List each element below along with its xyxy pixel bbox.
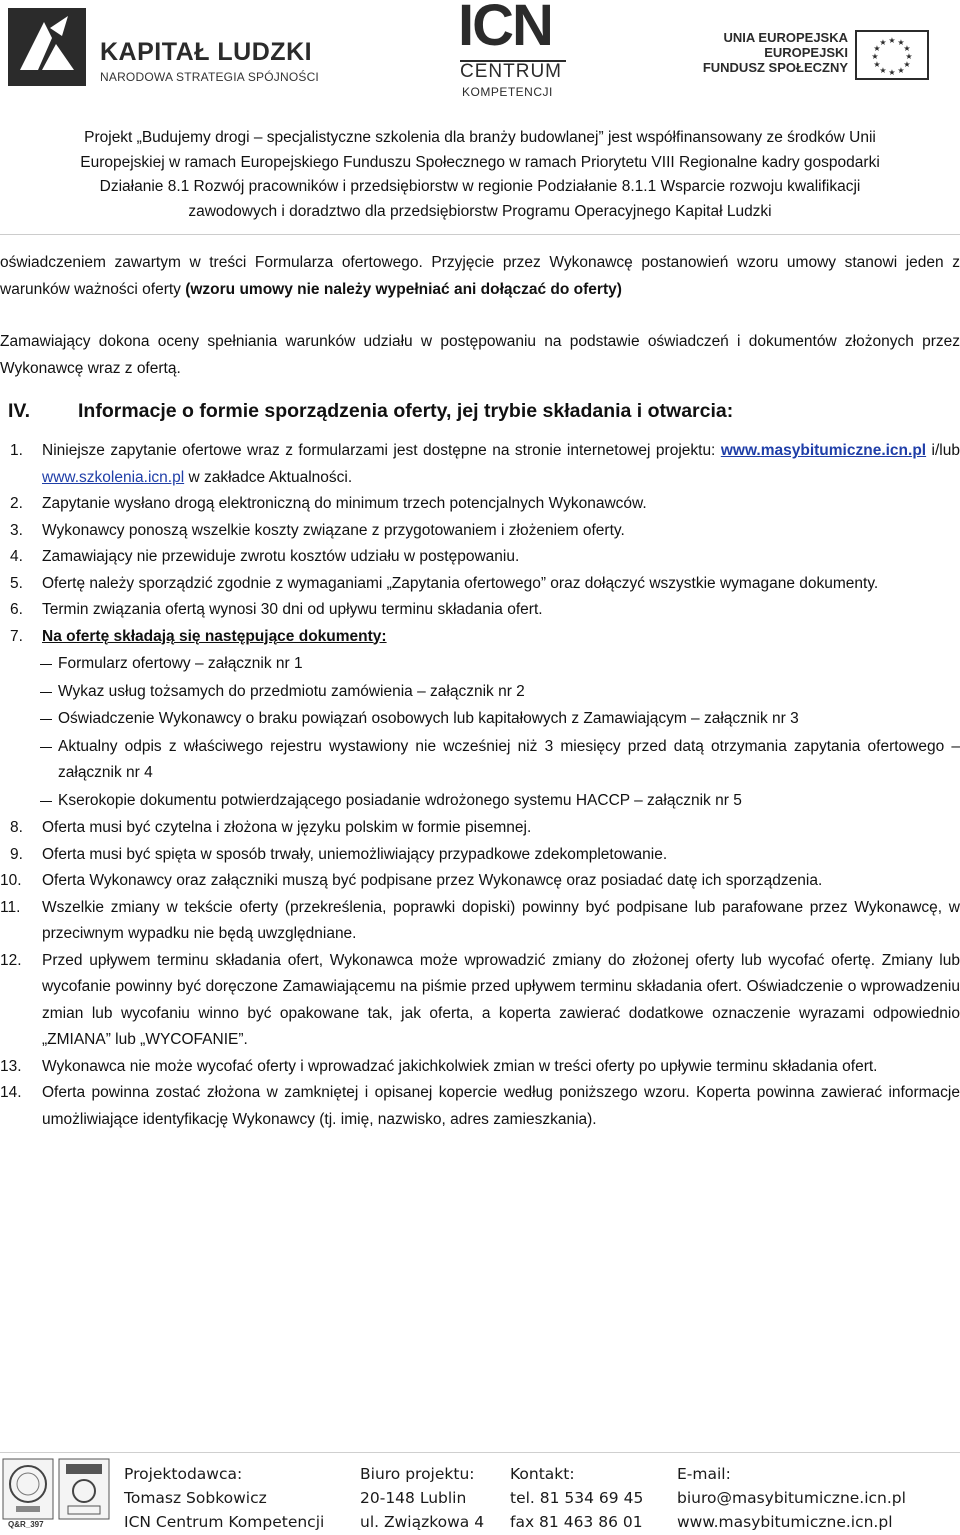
- svg-text:★: ★: [897, 38, 905, 47]
- list-item-number: 6.: [10, 601, 23, 618]
- quality-certificate-badge-icon: [2, 1458, 54, 1524]
- header-divider: [0, 234, 960, 235]
- list-item-7: [0, 624, 960, 815]
- footer-line: ul. Związkowa 4: [360, 1513, 485, 1531]
- document-item-3: Oświadczenie Wykonawcy o braku powiązań osobowych lub kapitałowych z Zamawiającym – załącznik nr 3: [0, 706, 960, 733]
- list-item-12-text: Przed upływem terminu składania ofert, Wykonawca może wprowadzić zmiany do złożonej oferty lub wycofać ofertę. Zmiany lub wycofanie powinny być doręczone Zamawiającemu na piśmie przed upływem terminu składania ofert. Oświadczenie o wprowadzeniu zmian lub wycofaniu winno być opakowane tak, jak oferta, a koperta zawierać dodatkowe oznaczenie wyrazami odpowiednio „ZMIANA” lub „WYCOFANIE”.: [42, 951, 960, 1048]
- iso-certificate-badge-icon: [58, 1458, 110, 1524]
- kapital-ludzki-subtitle: NARODOWA STRATEGIA SPÓJNOŚCI: [100, 70, 319, 84]
- eu-line-3: FUNDUSZ SPOŁECZNY: [702, 60, 848, 75]
- section-heading: [0, 398, 960, 428]
- document-item-4: Aktualny odpis z właściwego rejestru wystawiony nie wcześniej niż 3 miesięcy przed datą otrzymania zapytania ofertowego – załącznik nr 4: [0, 734, 960, 787]
- footer-email-address[interactable]: biuro@masybitumiczne.icn.pl: [677, 1489, 906, 1507]
- eu-flag-icon: [855, 30, 929, 80]
- list-item-4: [0, 544, 960, 571]
- footer-heading: Kontakt:: [510, 1465, 575, 1483]
- icn-logo-letters: ICN: [458, 0, 552, 58]
- footer-contact: [510, 1462, 643, 1534]
- project-line-1: Projekt „Budujemy drogi – specjalistyczne szkolenia dla branży budowlanej” jest współfinansowany ze środków Unii: [84, 129, 876, 146]
- list-item-number: 1.: [10, 442, 23, 459]
- list-item-4-text: Zamawiający nie przewiduje zwrotu kosztów udziału w postępowaniu.: [42, 548, 520, 565]
- list-item-number: 8.: [10, 819, 23, 836]
- document-item-2: Wykaz usług tożsamych do przedmiotu zamówienia – załącznik nr 2: [0, 679, 960, 706]
- page-footer: [0, 1456, 960, 1535]
- svg-text:★: ★: [873, 60, 881, 69]
- list-item-number: 14.: [0, 1084, 22, 1101]
- project-statement: [0, 126, 960, 224]
- training-website-link[interactable]: www.szkolenia.icn.pl: [42, 468, 185, 486]
- document-item-5: Kserokopie dokumentu potwierdzającego posiadanie wdrożonego systemu HACCP – załącznik nr 5: [0, 788, 960, 815]
- list-item-9-text: Oferta musi być spięta w sposób trwały, uniemożliwiający przypadkowe zdekompletowanie.: [42, 845, 668, 863]
- section-title: Informacje o formie sporządzenia oferty, jej trybie składania i otwarcia:: [78, 400, 734, 422]
- project-line-2: Europejskiej w ramach Europejskiego Funduszu Społecznego w ramach Priorytetu VIII Regionalne kadry gospodarki: [80, 153, 880, 171]
- list-item-number: 2.: [10, 495, 23, 512]
- list-item-2-text: Zapytanie wysłano drogą elektroniczną do minimum trzech potencjalnych Wykonawców.: [42, 495, 647, 512]
- footer-line: Tomasz Sobkowicz: [124, 1489, 267, 1507]
- footer-heading: E-mail:: [677, 1465, 731, 1483]
- intro-paragraph-2: Zamawiający dokona oceny spełniania warunków udziału w postępowaniu na podstawie oświadczeń i dokumentów złożonych przez Wykonawcę wraz z ofertą.: [0, 333, 960, 377]
- list-item-11-text: Wszelkie zmiany w tekście oferty (przekreślenia, poprawki dopiski) powinny być podpisane lub parafowane przez Wykonawcę, w przeciwnym wypadku nie będą uwzględniane.: [42, 898, 960, 942]
- svg-text:★: ★: [873, 44, 881, 53]
- list-item-1: [0, 438, 960, 491]
- eu-line-2: EUROPEJSKI: [764, 45, 848, 60]
- list-item-13: [0, 1054, 960, 1081]
- intro-paragraph-1-bold: (wzoru umowy nie należy wypełniać ani dołączać do oferty): [185, 280, 622, 298]
- footer-project-owner: [124, 1462, 324, 1534]
- footer-website[interactable]: www.masybitumiczne.icn.pl: [677, 1513, 893, 1531]
- footer-line: 20-148 Lublin: [360, 1489, 467, 1507]
- list-item-1-end: w zakładce Aktualności.: [184, 468, 353, 486]
- svg-text:★: ★: [905, 52, 913, 61]
- footer-heading: Biuro projektu:: [360, 1465, 475, 1483]
- svg-text:★: ★: [897, 66, 905, 75]
- footer-heading: Projektodawca:: [124, 1465, 243, 1483]
- list-item-10-text: Oferta Wykonawcy oraz załączniki muszą być podpisane przez Wykonawcę oraz posiadać datę ich sporządzenia.: [42, 872, 823, 889]
- footer-line: ICN Centrum Kompetencji: [124, 1513, 325, 1531]
- project-line-4: zawodowych i doradztwo dla przedsiębiorstw Programu Operacyjnego Kapitał Ludzki: [188, 202, 772, 220]
- list-item-6-text: Termin związania ofertą wynosi 30 dni od upływu terminu składania ofert.: [42, 601, 543, 618]
- documents-sublist: [0, 651, 960, 814]
- kapital-ludzki-logo: [8, 8, 328, 88]
- svg-text:★: ★: [871, 52, 879, 61]
- list-item-5-text: Ofertę należy sporządzić zgodnie z wymaganiami „Zapytania ofertowego” oraz dołączyć wszystkie wymagane dokumenty.: [42, 574, 879, 592]
- list-item-1-mid: i/lub: [926, 442, 960, 459]
- list-item-number: 10.: [0, 872, 22, 889]
- list-item-number: 4.: [10, 548, 23, 565]
- list-item-8: [0, 815, 960, 842]
- eu-line-1: UNIA EUROPEJSKA: [723, 30, 848, 45]
- footer-phone: tel. 81 534 69 45: [510, 1489, 644, 1507]
- svg-text:★: ★: [888, 68, 896, 77]
- svg-text:★: ★: [879, 38, 887, 47]
- certificate-caption: Q&R_397: [8, 1520, 44, 1529]
- intro-paragraph-1-text: oświadczeniem zawartym w treści Formularza ofertowego. Przyjęcie przez Wykonawcę postanowień wzoru umowy stanowi jeden z warunków ważności oferty: [0, 254, 960, 298]
- list-item-7-text: Na ofertę składają się następujące dokumenty:: [42, 627, 387, 645]
- icn-logo-kompetencji: KOMPETENCJI: [462, 85, 553, 99]
- kapital-ludzki-title: KAPITAŁ LUDZKI: [100, 38, 313, 66]
- list-item-2: [0, 491, 960, 518]
- document-body: [0, 250, 960, 1133]
- list-item-1-text: Niniejsze zapytanie ofertowe wraz z formularzami jest dostępne na stronie internetowej projektu:: [42, 442, 721, 459]
- icn-logo: [458, 0, 568, 104]
- svg-text:★: ★: [879, 66, 887, 75]
- svg-text:★: ★: [903, 60, 911, 69]
- project-line-3: Działanie 8.1 Rozwój pracowników i przedsiębiorstw w regionie Podziałanie 8.1.1 Wsparcie rozwoju kwalifikacji: [99, 178, 861, 195]
- list-item-9: [0, 842, 960, 869]
- svg-text:★: ★: [888, 36, 896, 45]
- list-item-number: 13.: [0, 1057, 22, 1075]
- footer-project-office: [360, 1462, 484, 1534]
- section-number: IV.: [8, 400, 31, 422]
- list-item-6: [0, 597, 960, 624]
- project-website-link[interactable]: www.masybitumiczne.icn.pl: [720, 442, 927, 459]
- footer-fax: fax 81 463 86 01: [510, 1513, 643, 1531]
- list-item-number: 3.: [10, 521, 23, 539]
- list-item-11: [0, 895, 960, 948]
- header-logos: [0, 0, 960, 110]
- list-item-10: [0, 868, 960, 895]
- eu-logo: [702, 30, 960, 90]
- requirements-list: [0, 438, 960, 1133]
- list-item-5: [0, 571, 960, 598]
- list-item-12: [0, 948, 960, 1054]
- list-item-13-text: Wykonawca nie może wycofać oferty i wprowadzać jakichkolwiek zmian w treści oferty po upływie terminu składania ofert.: [42, 1057, 878, 1075]
- list-item-number: 9.: [10, 845, 23, 863]
- list-item-number: 5.: [10, 574, 23, 592]
- kapital-ludzki-emblem-icon: [8, 8, 86, 86]
- svg-text:★: ★: [903, 44, 911, 53]
- footer-divider: [0, 1452, 960, 1453]
- document-item-1: Formularz ofertowy – załącznik nr 1: [0, 651, 960, 678]
- icn-logo-centrum: CENTRUM: [460, 61, 562, 82]
- list-item-14-text: Oferta powinna zostać złożona w zamkniętej i opisanej kopercie według poniższego wzoru. Koperta powinna zawierać informacje umożliwiające identyfikację Wykonawcy (tj. imię, nazwisko, adres zamieszkania).: [42, 1084, 960, 1128]
- list-item-14: [0, 1080, 960, 1133]
- eu-logo-text: [703, 30, 848, 75]
- list-item-number: 12.: [0, 951, 22, 969]
- list-item-3-text: Wykonawcy ponoszą wszelkie koszty związane z przygotowaniem i złożeniem oferty.: [42, 521, 625, 539]
- list-item-8-text: Oferta musi być czytelna i złożona w języku polskim w formie pisemnej.: [42, 819, 532, 836]
- list-item-3: [0, 518, 960, 545]
- footer-email: [677, 1462, 906, 1534]
- intro-paragraph-1: [0, 250, 960, 303]
- list-item-number: 7.: [10, 627, 23, 645]
- list-item-number: 11.: [0, 898, 21, 916]
